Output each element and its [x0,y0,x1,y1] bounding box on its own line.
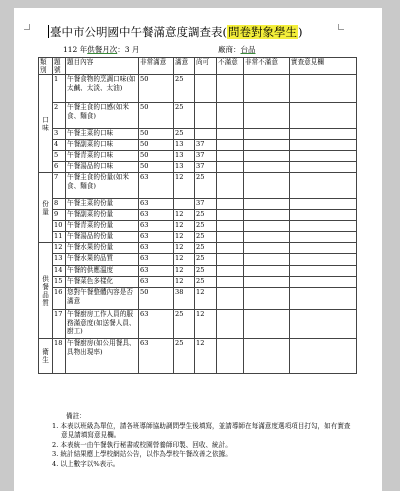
header-acceptable: 尚可 [195,58,217,75]
rating-cell [290,221,357,232]
rating-cell [290,243,357,254]
question-text: 午餐主菜的份量 [66,199,139,210]
question-number: 7 [53,173,66,199]
rating-cell: 25 [195,266,217,277]
rating-cell: 50 [139,140,174,151]
question-text: 午餐食物的烹調口味(如太鹹、太淡、太油) [66,75,139,103]
header-category: 類別 [39,58,53,75]
rating-cell: 50 [139,162,174,173]
question-number: 17 [53,310,66,339]
rating-cell: 38 [174,288,195,310]
rating-cell [244,310,290,339]
rating-cell [290,129,357,140]
table-row [39,232,357,243]
table-row [39,75,357,103]
rating-cell [217,199,244,210]
question-text: 午餐青菜的口味 [66,151,139,162]
rating-cell: 12 [195,288,217,310]
rating-cell [217,277,244,288]
rating-cell [244,162,290,173]
rating-cell [244,129,290,140]
rating-cell [244,75,290,103]
rating-cell [244,173,290,199]
rating-cell [290,288,357,310]
rating-cell: 50 [139,288,174,310]
rating-cell [244,277,290,288]
rating-cell: 63 [139,310,174,339]
table-row [39,310,357,339]
rating-cell [244,339,290,374]
table-row [39,266,357,277]
rating-cell [244,140,290,151]
question-number: 16 [53,288,66,310]
table-row [39,129,357,140]
note-item: 2. 本表統一由午餐執行秘書或校園營養師印製、回收、統計。 [52,440,232,449]
category-cell: 口味 [39,75,53,173]
rating-cell [290,151,357,162]
table-row [39,103,357,129]
table-row [39,151,357,162]
rating-cell [195,75,217,103]
rating-cell: 13 [174,162,195,173]
question-number: 6 [53,162,66,173]
rating-cell: 13 [174,151,195,162]
crop-mark-top-right [338,24,344,30]
header-very-unsatisfied: 非常不滿意 [244,58,290,75]
question-text: 午餐主食的份量(如米食、麵食) [66,173,139,199]
question-number: 13 [53,254,66,266]
rating-cell: 50 [139,129,174,140]
table-row [39,221,357,232]
question-text: 午餐菜色多樣化 [66,277,139,288]
rating-cell: 12 [174,210,195,221]
rating-cell: 25 [195,210,217,221]
question-number: 10 [53,221,66,232]
table-row [39,140,357,151]
rating-cell: 63 [139,254,174,266]
question-number: 18 [53,339,66,374]
rating-cell [290,232,357,243]
category-cell: 衛生 [39,339,53,374]
question-text: 午餐的供應溫度 [66,266,139,277]
rating-cell: 25 [195,254,217,266]
rating-cell [217,162,244,173]
table-row [39,243,357,254]
table-row [39,210,357,221]
rating-cell: 12 [174,173,195,199]
survey-table [38,57,357,374]
question-text: 午餐主菜的口味 [66,129,139,140]
rating-cell [290,254,357,266]
rating-cell [244,199,290,210]
question-number: 15 [53,277,66,288]
rating-cell: 25 [195,243,217,254]
category-cell: 份量 [39,173,53,243]
rating-cell: 25 [174,103,195,129]
question-text: 午餐水果的品質 [66,254,139,266]
rating-cell [217,210,244,221]
rating-cell [290,173,357,199]
rating-cell: 25 [195,277,217,288]
rating-cell [195,129,217,140]
rating-cell [217,310,244,339]
rating-cell [290,162,357,173]
question-number: 4 [53,140,66,151]
rating-cell [290,210,357,221]
question-text: 午餐廚房工作人員的服務滿意度(如送餐人員、廚工) [66,310,139,339]
table-row [39,199,357,210]
question-text: 午餐副菜的份量 [66,210,139,221]
rating-cell: 12 [174,254,195,266]
header-very-satisfied: 非常滿意 [139,58,174,75]
header-satisfied: 滿意 [174,58,195,75]
document-title: 臺中市公明國中午餐滿意度調查表(問卷對象學生) [50,25,303,39]
rating-cell: 12 [174,277,195,288]
rating-cell: 63 [139,266,174,277]
header-question: 題目內容 [66,58,139,75]
survey-period-line: 112 年供餐月次：3 月 [63,45,140,54]
rating-cell [290,75,357,103]
rating-cell [244,243,290,254]
rating-cell: 12 [174,266,195,277]
rating-cell: 50 [139,151,174,162]
rating-cell [217,103,244,129]
rating-cell [290,140,357,151]
rating-cell [244,103,290,129]
rating-cell: 13 [174,140,195,151]
rating-cell: 25 [174,75,195,103]
rating-cell [217,173,244,199]
header-comments: 實查意見欄 [290,58,357,75]
notes-section [52,412,352,470]
rating-cell [290,266,357,277]
supplier-name: 台品 [240,45,256,54]
rating-cell [195,103,217,129]
rating-cell [290,199,357,210]
rating-cell [290,277,357,288]
rating-cell: 63 [139,232,174,243]
question-text: 午餐副菜的口味 [66,140,139,151]
header-unsatisfied: 不滿意 [217,58,244,75]
rating-cell [244,266,290,277]
rating-cell [217,140,244,151]
rating-cell [217,254,244,266]
rating-cell: 63 [139,339,174,374]
question-text: 午餐廚房(如公用餐具、具物出現率) [66,339,139,374]
note-item: 1. 本表以班級為單位，請各班導師協助調問學生後填寫，並請導師在每滿意度選項項目打勾，如有實查意見請填寫意見欄。 [52,421,351,440]
rating-cell [244,210,290,221]
question-number: 11 [53,232,66,243]
question-number: 1 [53,75,66,103]
table-row [39,173,357,199]
rating-cell [174,199,195,210]
rating-cell [244,151,290,162]
rating-cell [217,232,244,243]
rating-cell: 12 [195,310,217,339]
rating-cell [217,151,244,162]
question-number: 12 [53,243,66,254]
title-highlight: 問卷對象學生 [228,25,297,39]
table-row [39,288,357,310]
notes-label: 備註： [66,412,86,420]
survey-period: 供餐月次 [87,45,118,54]
question-number: 2 [53,103,66,129]
note-item: 4. 以上數字以%表示。 [52,459,120,468]
rating-cell [290,339,357,374]
rating-cell: 25 [174,339,195,374]
rating-cell [244,232,290,243]
rating-cell [217,243,244,254]
rating-cell: 25 [195,173,217,199]
category-cell: 供餐品質 [39,243,53,339]
rating-cell [217,266,244,277]
rating-cell: 12 [174,221,195,232]
rating-cell: 63 [139,199,174,210]
question-text: 午餐水果的份量 [66,243,139,254]
rating-cell: 37 [195,199,217,210]
rating-cell: 25 [174,129,195,140]
text-cursor [48,25,49,38]
rating-cell [244,288,290,310]
rating-cell [290,310,357,339]
supplier-line: 廠商：台品 [218,45,256,54]
rating-cell: 50 [139,103,174,129]
question-number: 5 [53,151,66,162]
rating-cell: 12 [174,243,195,254]
rating-cell: 25 [195,232,217,243]
header-number: 題號 [53,58,66,75]
rating-cell [217,288,244,310]
rating-cell [244,254,290,266]
note-item: 3. 統計結果應上學校網站公告，以作為學校午餐改善之依據。 [52,450,232,459]
rating-cell [217,339,244,374]
question-text: 午餐湯品的口味 [66,162,139,173]
rating-cell: 63 [139,210,174,221]
crop-mark-top-left [24,24,30,30]
question-number: 8 [53,199,66,210]
rating-cell [244,221,290,232]
rating-cell [217,221,244,232]
rating-cell: 25 [195,221,217,232]
question-text: 您對午餐整體內容是否滿意 [66,288,139,310]
question-text: 午餐主食的口感(如米食、麵食) [66,103,139,129]
table-row [39,277,357,288]
question-text: 午餐青菜的份量 [66,221,139,232]
table-row [39,254,357,266]
rating-cell: 50 [139,75,174,103]
question-number: 3 [53,129,66,140]
rating-cell: 63 [139,243,174,254]
rating-cell: 12 [174,232,195,243]
rating-cell [290,103,357,129]
question-text: 午餐湯品的份量 [66,232,139,243]
rating-cell: 25 [174,310,195,339]
rating-cell: 63 [139,277,174,288]
rating-cell [217,75,244,103]
table-row [39,162,357,173]
rating-cell: 63 [139,173,174,199]
table-row [39,339,357,374]
rating-cell: 63 [139,221,174,232]
rating-cell: 12 [195,339,217,374]
rating-cell: 37 [195,162,217,173]
question-number: 14 [53,266,66,277]
rating-cell [217,129,244,140]
rating-cell: 37 [195,151,217,162]
question-number: 9 [53,210,66,221]
rating-cell: 37 [195,140,217,151]
table-header-row [39,58,357,75]
